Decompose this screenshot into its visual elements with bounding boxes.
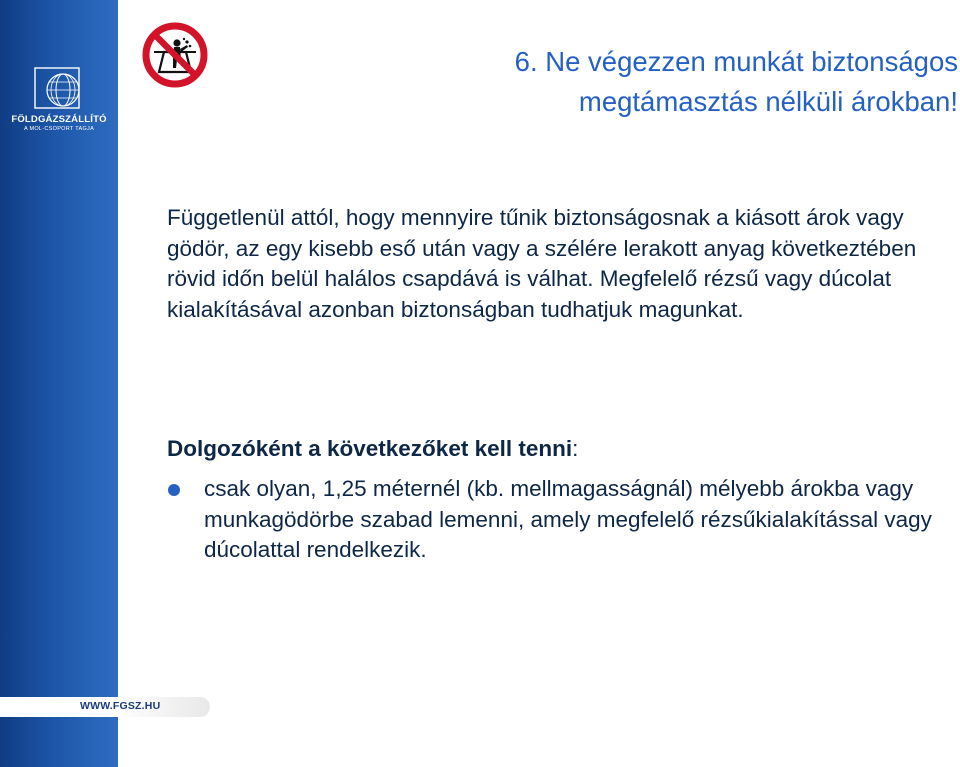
instructions-heading-colon: :: [572, 436, 579, 461]
instructions-heading-text: Dolgozóként a következőket kell tenni: [167, 436, 573, 461]
globe-logo-icon: [33, 64, 85, 112]
logo-name: FÖLDGÁZSZÁLLÍTÓ: [11, 114, 107, 125]
company-logo: [10, 64, 108, 138]
title-line-1: 6. Ne végezzen munkát biztonságos: [514, 46, 958, 77]
intro-paragraph: Függetlenül attól, hogy mennyire tűnik biztonságosnak a kiásott árok vagy gödör, az egy kisebb eső után vagy a szélére lerakott anyag következtében rövid időn belül halálos csapdává is válhat. Megfelelő rézsű vagy dúcolat kialakításával azonban biztonságban tudhatjuk magunkat.: [167, 205, 917, 322]
bullet-text: csak olyan, 1,25 méternél (kb. mellmagasságnál) mélyebb árokba vagy munkagödörbe szabad lemenni, amely megfelelő rézsűkialakítással vagy dúcolattal rendelkezik.: [204, 476, 932, 562]
slide-title: [398, 42, 958, 122]
website-link[interactable]: WWW.FGSZ.HU: [80, 700, 161, 712]
bullet-dot-icon: [168, 484, 180, 496]
logo-subtitle: A MOL-CSOPORT TAGJA: [23, 126, 95, 132]
brand-sidebar: [0, 0, 118, 767]
instructions-heading: [167, 434, 947, 464]
no-entry-prohibition-icon: [142, 22, 208, 88]
website-band: [0, 697, 210, 717]
title-line-2: megtámasztás nélküli árokban!: [578, 86, 958, 117]
